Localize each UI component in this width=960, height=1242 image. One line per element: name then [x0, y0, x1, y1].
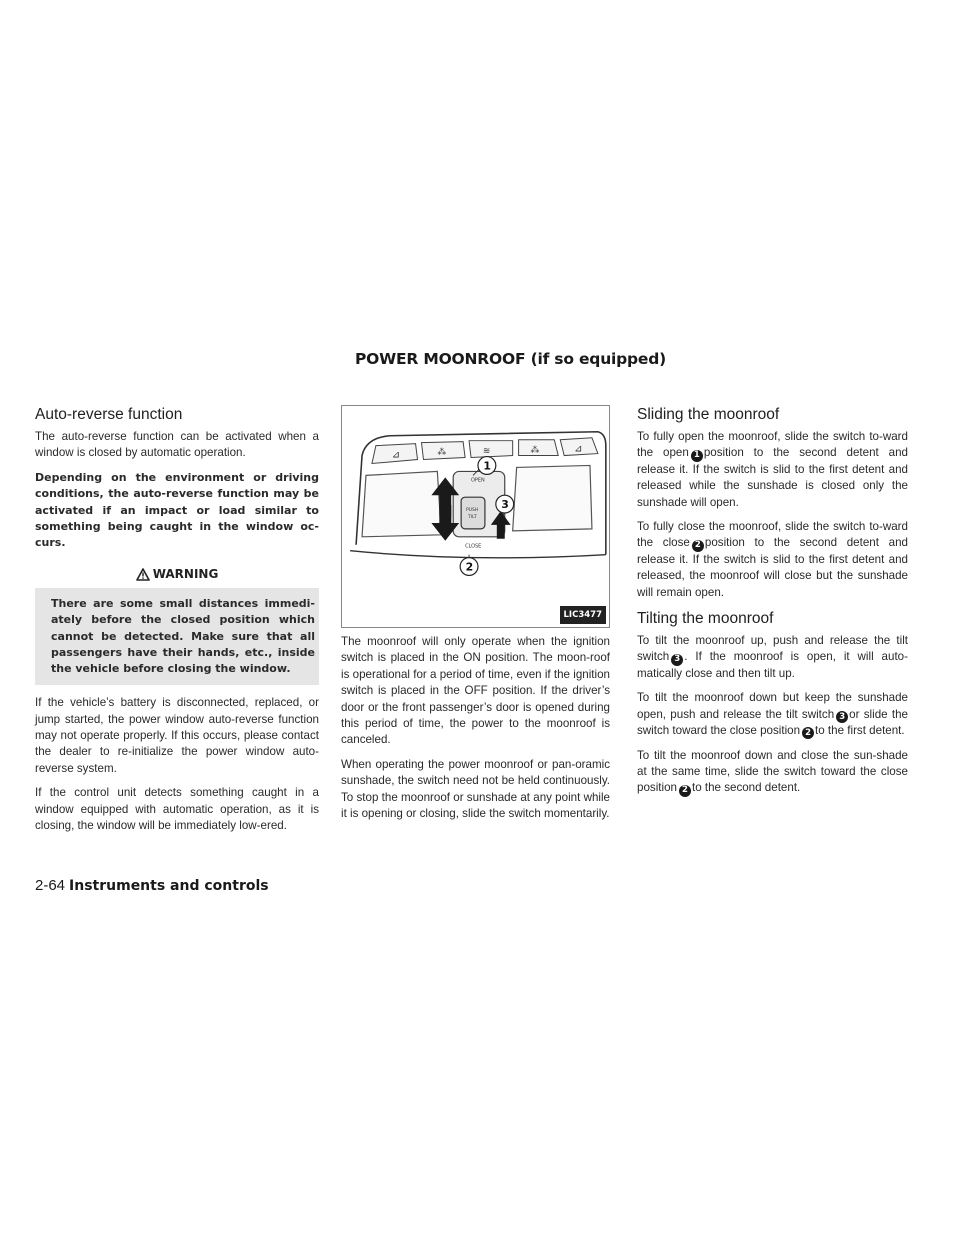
- paragraph: If the control unit detects something caught in a window equipped with automatic operation, as it is closing, the window will be immediately low-ered.: [35, 786, 319, 833]
- callout-1: 1: [483, 459, 492, 473]
- paragraph: [637, 748, 908, 797]
- section-title: POWER MOONROOF (if so equipped): [355, 350, 667, 368]
- warning-text: There are some small distances immedi-ately before the closed position which cannot be detected. Make sure that all passengers have their hands, etc., inside the vehicle before closing the window.: [51, 597, 315, 676]
- text-span: to the second detent.: [691, 781, 801, 795]
- callout-3-icon: 3: [671, 654, 683, 666]
- callout-2: 2: [465, 560, 474, 574]
- text-span: to the first detent.: [815, 724, 905, 738]
- text-span: To tilt the moonroof up, push and release the tilt switch: [637, 634, 908, 664]
- paragraph: [637, 519, 908, 601]
- close-text: CLOSE: [465, 543, 482, 550]
- tilt-text: TILT: [468, 514, 477, 520]
- text-span: position to the second detent and release it. If the switch is slid to the first detent and released, the moonroof will close but the sunshade will remain open.: [637, 536, 908, 599]
- text-span: To fully open the moonroof, slide the switch to-ward the open: [637, 430, 908, 460]
- middle-column: [341, 405, 610, 830]
- paragraph: When operating the power moonroof or pan-oramic sunshade, the switch need not be held continuously. To stop the moonroof or sunshade at any point while it is opening or closing, slide the switch momentarily.: [341, 757, 610, 821]
- paragraph: [637, 633, 908, 682]
- bold-paragraph: Depending on the environment or driving conditions, the auto-reverse function may be activated if an impact or load similar to something being caught in the window oc-curs.: [35, 470, 319, 550]
- warning-label: WARNING: [152, 566, 219, 581]
- heading-auto-reverse: Auto-reverse function: [35, 406, 183, 423]
- moonroof-switch-illustration: [342, 406, 609, 627]
- paragraph: The auto-reverse function can be activated when a window is closed by automatic operation.: [35, 430, 319, 460]
- moonroof-switch-figure: [341, 405, 610, 628]
- callout-1-icon: 1: [691, 450, 703, 462]
- text-span: position to the second detent and release it. If the switch is slid to the first detent and released while the sunshade is closed only the sunshade will open.: [637, 446, 908, 509]
- callout-3: 3: [501, 498, 509, 512]
- right-column: [637, 405, 908, 805]
- warning-triangle-icon: [136, 568, 150, 581]
- heading-tilting: Tilting the moonroof: [637, 610, 774, 628]
- svg-text:⁂: ⁂: [530, 445, 540, 456]
- paragraph: [637, 429, 908, 511]
- page-footer: [35, 877, 269, 894]
- paragraph: If the vehicle’s battery is disconnected, replaced, or jump started, the power window auto-reverse function may not operate properly. If this occurs, please contact the dealer to re-initialize the power window auto-reverse system.: [35, 696, 319, 775]
- open-text: OPEN: [471, 477, 485, 484]
- callout-2-icon: 2: [679, 785, 691, 797]
- heading-sliding: Sliding the moonroof: [637, 406, 780, 423]
- push-text: PUSH: [466, 508, 479, 514]
- callout-2-icon: 2: [802, 727, 814, 739]
- left-column: [35, 405, 319, 843]
- callout-3-icon: 3: [836, 711, 848, 723]
- paragraph: The moonroof will only operate when the ignition switch is placed in the ON position. The moon-roof is operational for a period of time, even if the ignition switch is placed in the OFF position. If the driver’s door or the front passenger’s door is opened during this period of time, the power to the moonroof is canceled.: [341, 635, 610, 747]
- text-span: To tilt the moonroof down and close the sun-shade at the same time, slide the switch toward the close position: [637, 748, 908, 795]
- figure-label: LIC3477: [560, 606, 606, 624]
- svg-text:⊿: ⊿: [574, 443, 583, 455]
- svg-text:≋: ≋: [482, 446, 491, 457]
- text-span: To tilt the moonroof down but keep the sunshade open, push and release the tilt switch: [637, 691, 908, 721]
- warning-box: [35, 564, 319, 685]
- svg-text:⁂: ⁂: [437, 447, 447, 458]
- page-number: 2-64: [35, 877, 66, 894]
- chapter-title: Instruments and controls: [69, 878, 269, 894]
- paragraph: [637, 690, 908, 739]
- text-span: To fully close the moonroof, slide the switch to-ward the close: [637, 520, 908, 550]
- text-span: or slide the switch toward the close position: [637, 707, 908, 738]
- callout-2-icon: 2: [692, 540, 704, 552]
- svg-text:⊿: ⊿: [391, 449, 401, 461]
- text-span: . If the moonroof is open, it will auto-matically close and then tilt up.: [637, 650, 908, 680]
- warning-header: [35, 564, 319, 588]
